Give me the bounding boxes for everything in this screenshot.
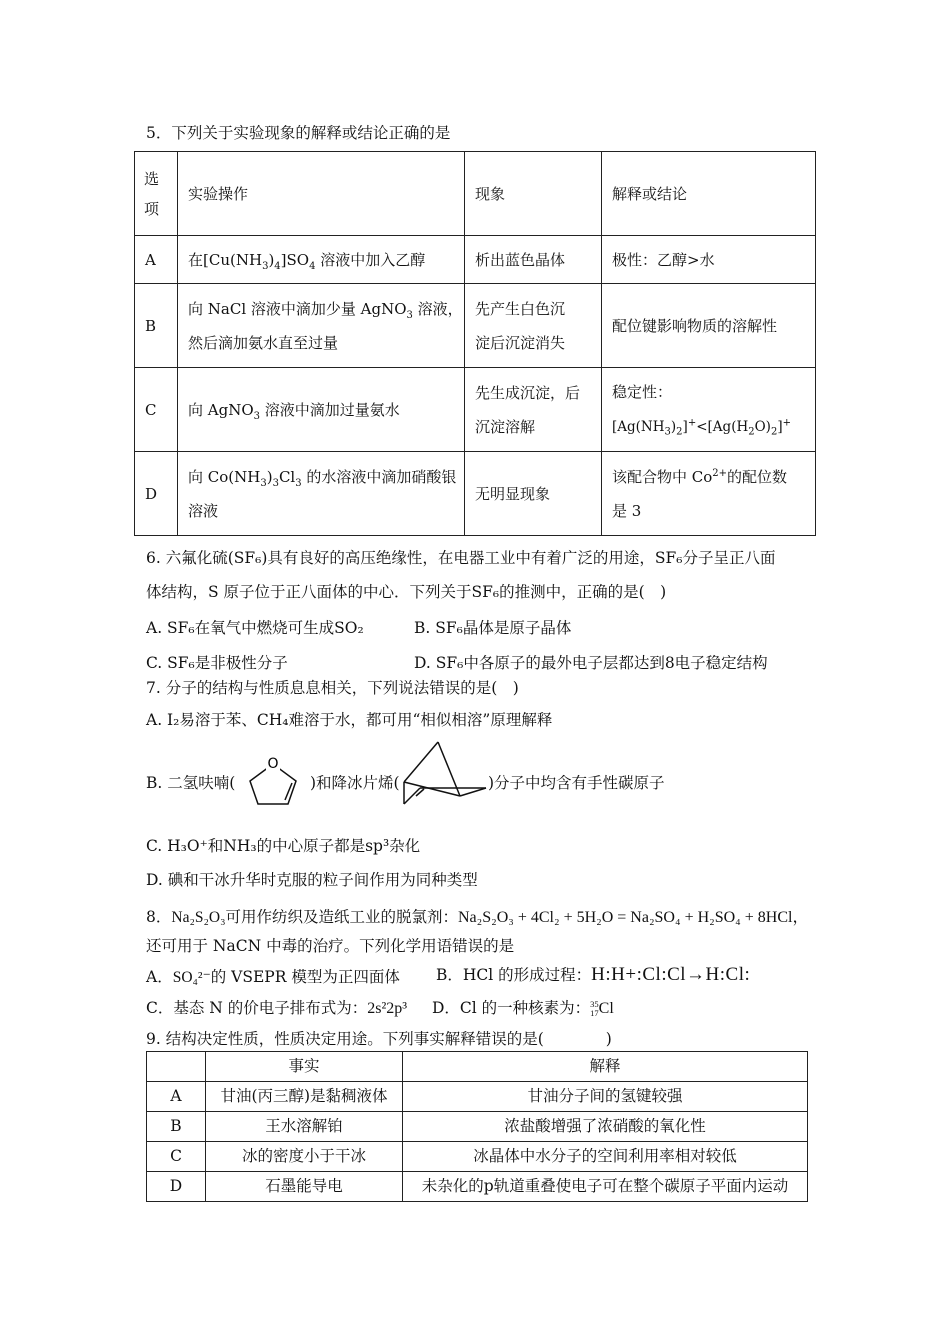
q7-option-b-part2: )和降冰片烯( [310,774,400,792]
q9-option-d: D [147,1172,206,1202]
q9-fact-d: 石墨能导电 [206,1172,403,1202]
q8-a-text: 的 VSEPR 模型为正四面体 [210,968,400,986]
q5-header-conclusion: 解释或结论 [602,152,816,236]
q5-ph-c: 先生成沉淀，后 沉淀溶解 [465,368,602,452]
table-row [135,284,816,368]
table-row [147,1052,808,1082]
table-row [147,1112,808,1142]
q9-header-fact: 事实 [206,1052,403,1082]
q5-op-d: 向 $Co(NH_3)_3Cl_3$ 的水溶液中滴加硝酸银 溶液 [178,452,465,536]
q8-number: 8． [146,908,172,926]
q8-option-a [146,965,400,987]
q5-option-a: A [135,236,178,284]
q5-op-a: 在$[Cu(NH_3)_4]SO_4$ 溶液中加入乙醇 [178,236,465,284]
norbornene-structure-icon [394,740,490,812]
q8-option-d [432,996,614,1018]
element-symbol: Cl [598,1000,614,1017]
atomic-number: 17 [590,1008,599,1018]
q8-stem-line1 [146,904,808,927]
q9-fact-b: 王水溶解铂 [206,1112,403,1142]
mass-number: 35 [590,999,599,1009]
q6-stem-line1: 6. 六氟化硫(SF₆)具有良好的高压绝缘性，在电器工业中有着广泛的用途，SF₆分子呈正八面 [146,549,776,567]
q5-header-option: 选 项 [135,152,178,236]
oxygen-label: O [267,756,279,772]
q5-stem: 5．下列关于实验现象的解释或结论正确的是 [146,124,451,142]
q5-table [134,151,816,536]
nuclide-numbers [590,1000,599,1018]
q9-option-a: A [147,1082,206,1112]
q8-equation: Na₂S₂O₃ + 4Cl₂ + 5H₂O = Na₂SO₄ + H₂SO₄ + 8HCl， [458,909,809,926]
q5-ex-b: 配位键影响物质的溶解性 [602,284,816,368]
q6-stem-line2: 体结构，S 原子位于正八面体的中心．下列关于SF₆的推测中，正确的是( ) [146,583,667,601]
q6-option-b: B. SF₆晶体是原子晶体 [414,619,572,637]
q8-option-c [146,996,407,1018]
q5-option-c: C [135,368,178,452]
q9-ex-d: 未杂化的p轨道重叠使电子可在整个碳原子平面内运动 [403,1172,808,1202]
q6-option-c: C. SF₆是非极性分子 [146,654,288,672]
q7-option-b-part1: B. 二氢呋喃( [146,774,236,792]
q7-stem: 7. 分子的结构与性质息息相关，下列说法错误的是( ) [146,679,519,697]
q9-fact-a: 甘油(丙三醇)是黏稠液体 [206,1082,403,1112]
q5-ph-b: 先产生白色沉 淀后沉淀消失 [465,284,602,368]
q7-option-d: D. 碘和干冰升华时克服的粒子间作用为同种类型 [146,871,478,889]
q9-table [146,1051,808,1202]
q5-ph-d: 无明显现象 [465,452,602,536]
table-row [135,368,816,452]
q5-op-b: 向 NaCl 溶液中滴加少量 AgNO$_3$ 溶液， 然后滴加氨水直至过量 [178,284,465,368]
q5-ph-a: 析出蓝色晶体 [465,236,602,284]
table-row [147,1142,808,1172]
q9-ex-b: 浓盐酸增强了浓硝酸的氧化性 [403,1112,808,1142]
q7-option-c: C. H₃O⁺和NH₃的中心原子都是sp³杂化 [146,837,421,855]
q8-stem-line2: 还可用于 NaCN 中毒的治疗。下列化学用语错误的是 [146,937,515,955]
q8-b-text: B．HCl 的形成过程： [436,966,592,984]
electron-config: 2s²2p³ [367,1000,408,1017]
q6-option-d: D. SF₆中各原子的最外电子层都达到8电子稳定结构 [414,654,768,672]
q7-option-b-part3: )分子中均含有手性碳原子 [488,774,665,792]
q5-header-phenomenon: 现象 [465,152,602,236]
q9-fact-c: 冰的密度小于干冰 [206,1142,403,1172]
q5-option-b: B [135,284,178,368]
hcl-formation-formula: H:H+:Cl:Cl→H:Cl: [591,964,751,985]
q9-ex-a: 甘油分子间的氢键较强 [403,1082,808,1112]
table-row [135,452,816,536]
dihydrofuran-structure-icon [236,752,310,810]
q5-ex-c: 稳定性： $[Ag(NH_3)_2]^+<[Ag(H_2O)_2]^+$ [602,368,816,452]
q5-option-d: D [135,452,178,536]
q9-ex-c: 冰晶体中水分子的空间利用率相对较低 [403,1142,808,1172]
q8-option-b [436,963,750,986]
q5-ex-a: 极性：乙醇>水 [602,236,816,284]
q8-c-text: C．基态 N 的价电子排布式为： [146,999,368,1017]
q9-option-c: C [147,1142,206,1172]
q8-compound: Na₂S₂O₃ [171,909,226,926]
table-row [135,236,816,284]
q7-option-a: A. I₂易溶于苯、CH₄难溶于水，都可用“相似相溶”原理解释 [146,711,553,729]
q9-option-b: B [147,1112,206,1142]
q5-op-c: 向 AgNO$_3$ 溶液中滴加过量氨水 [178,368,465,452]
q6-option-a: A. SF₆在氧气中燃烧可生成SO₂ [146,619,364,637]
table-row [147,1082,808,1112]
q5-header-operation: 实验操作 [178,152,465,236]
q9-header-explanation: 解释 [403,1052,808,1082]
q8-a-label: A． [146,968,173,986]
q5-ex-d: 该配合物中 $Co^{2+}$的配位数 是 3 [602,452,816,536]
table-row [147,1172,808,1202]
q8-d-text: D．Cl 的一种核素为： [432,999,591,1017]
sulfate-ion: SO₄²⁻ [172,969,211,986]
q9-stem: 9. 结构决定性质，性质决定用途。下列事实解释错误的是( ) [146,1030,612,1048]
q9-header-blank [147,1052,206,1082]
q8-stem-text: 可用作纺织及造纸工业的脱氯剂： [225,908,458,926]
